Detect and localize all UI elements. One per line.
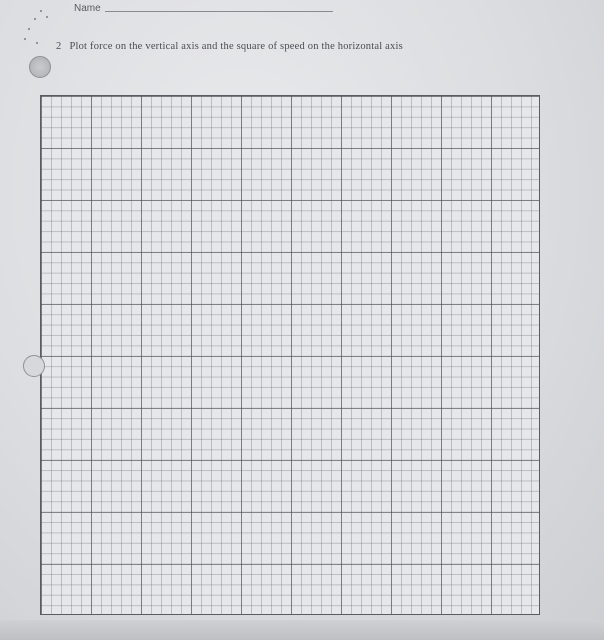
question-number: 2 [56, 41, 62, 52]
name-underline [105, 11, 333, 12]
question-text: Plot force on the vertical axis and the square of speed on the horizontal axis [69, 41, 403, 52]
graph-paper-grid[interactable] [40, 95, 540, 615]
name-label: Name [74, 3, 101, 14]
binder-hole-top [29, 56, 51, 78]
name-field [74, 3, 333, 14]
question-prompt [56, 41, 403, 52]
page-bottom-edge [0, 620, 604, 640]
binder-hole-middle [23, 355, 45, 377]
